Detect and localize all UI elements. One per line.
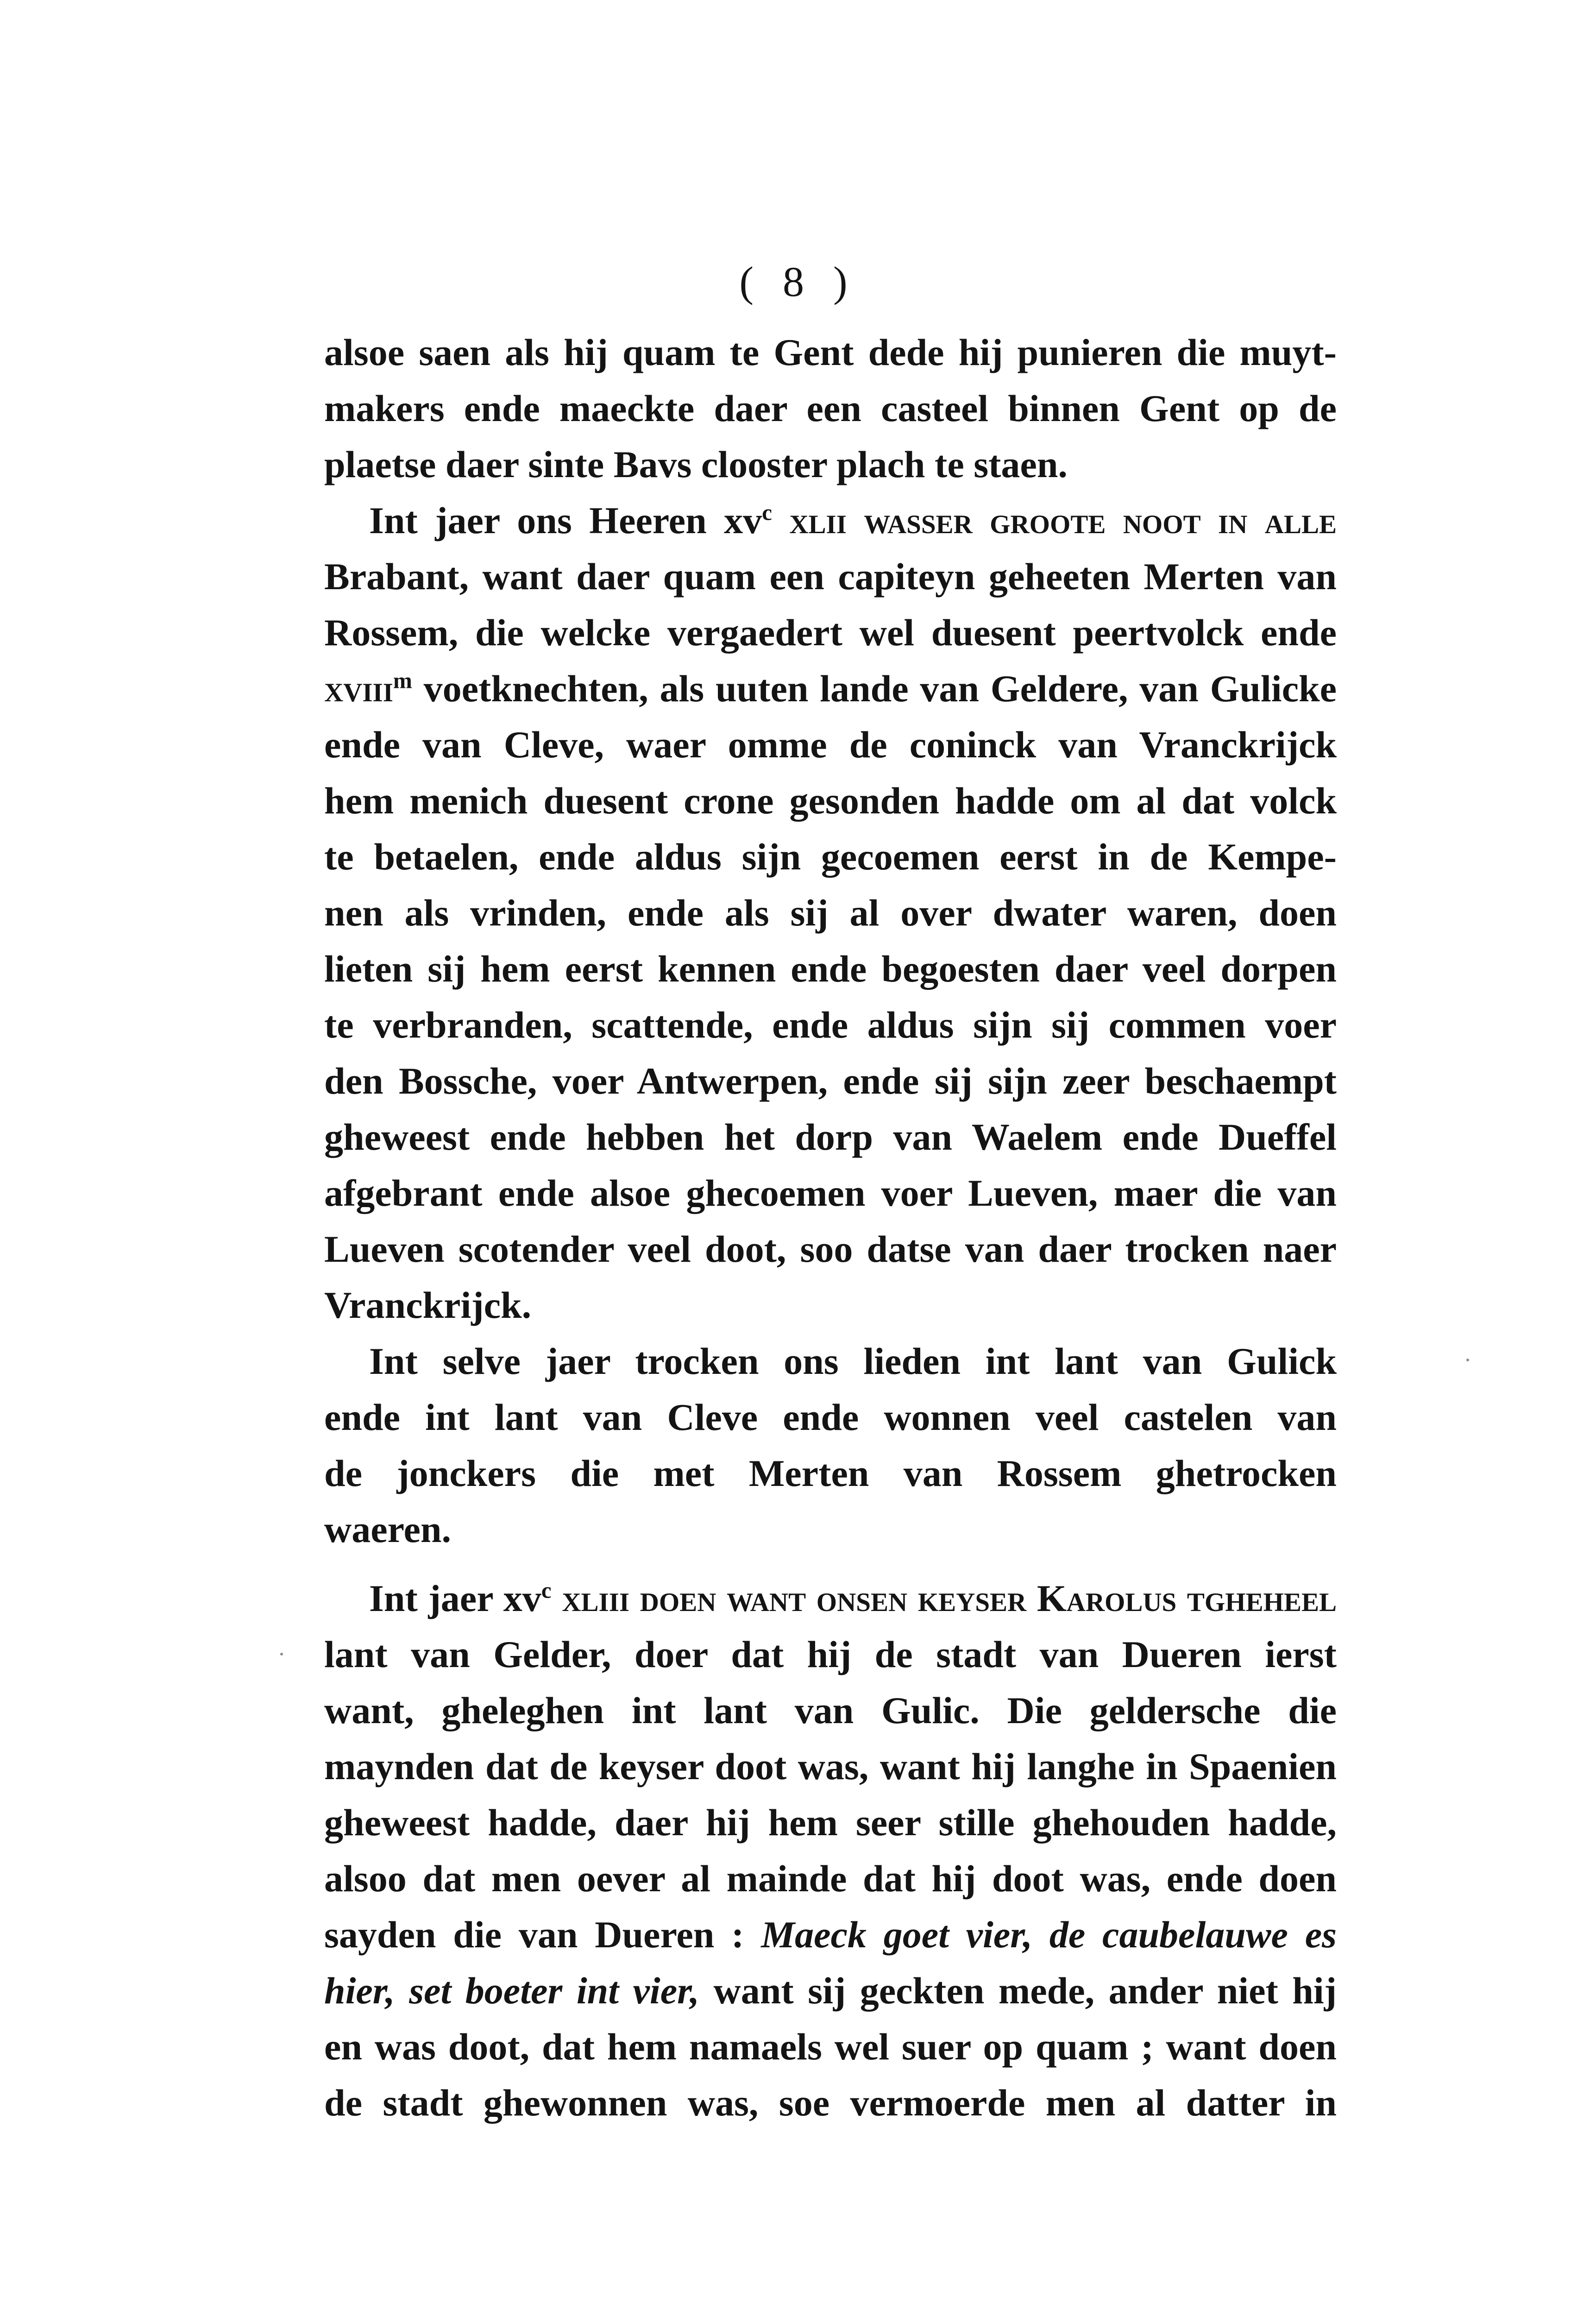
text-segment: want sij geckten mede, ander niet hij [699,1970,1337,2012]
text-line [324,717,1337,773]
text-segment: alsoo dat men oever al mainde dat hij doot was, ende doen [324,1857,1337,1900]
text-line [324,1794,1337,1850]
text-line [324,380,1337,436]
text-line [324,1738,1337,1794]
text-line [324,1850,1337,1907]
text-line [324,604,1337,661]
text-segment: de jonckers die met Merten van Rossem ghetrocken [324,1452,1337,1494]
text-segment: gheweest ende hebben het dorp van Waelem ende Dueffel [324,1116,1337,1158]
text-line [324,941,1337,997]
text-segment: afgebrant ende alsoe ghecoemen voer Lueven, maer die van [324,1172,1337,1214]
text-segment: lieten sij hem eerst kennen ende begoesten daer veel dorpen [324,948,1337,990]
text-segment: Brabant, want daer quam een capiteyn geheeten Merten van [324,555,1337,598]
text-line [324,1501,1337,1557]
superscript: m [393,667,412,693]
text-line [324,885,1337,941]
text-segment: Lueven scotender veel doot, soo datse van daer trocken naer [324,1228,1337,1270]
text-segment: voetknechten, als uuten lande van Geldere, van Gulicke [412,667,1337,710]
text-line [324,1165,1337,1221]
italic-quote: Maeck goet vier, de caubelauwe es [761,1913,1337,1956]
text-line [324,1053,1337,1109]
text-segment: alsoe saen als hij quam te Gent dede hij punieren die muyt- [324,331,1337,373]
stray-mark [280,1653,283,1655]
text-segment: en was doot, dat hem namaels wel suer op quam ; want doen [324,2026,1337,2068]
text-segment: lant van Gelder, doer dat hij de stadt van Dueren ierst [324,1633,1337,1675]
text-line [324,1277,1337,1333]
stray-mark [1466,1359,1469,1361]
text-segment: sayden die van Dueren : [324,1913,761,1956]
text-segment: waeren. [324,1508,452,1550]
text-line [324,1109,1337,1165]
text-line [324,1570,1337,1626]
text-segment: den Bossche, voer Antwerpen, ende sij sijn zeer beschaempt [324,1060,1337,1102]
italic-quote: hier, set boeter int vier, [324,1970,699,2012]
text-segment: te verbranden, scattende, ende aldus sijn sij commen voer [324,1004,1337,1046]
text-line [324,997,1337,1053]
text-segment: makers ende maeckte daer een casteel binnen Gent op de [324,387,1337,429]
text-segment: Vranckrijck. [324,1284,532,1326]
text-line [324,1963,1337,2019]
text-segment: Rossem, die welcke vergaedert wel duesent peertvolck ende [324,611,1337,654]
text-segment: de stadt ghewonnen was, soe vermoerde men al datter in [324,2082,1337,2124]
text-segment: nen als vrinden, ende als sij al over dwater waren, doen [324,892,1337,934]
text-segment: ende van Cleve, waer omme de coninck van Vranckrijck [324,724,1337,766]
superscript: c [762,499,772,525]
text-line [324,829,1337,885]
text-line [324,1389,1337,1445]
text-segment: te betaelen, ende aldus sijn gecoemen eerst in de Kempe- [324,836,1337,878]
body-text [324,324,1337,2131]
text-line [324,2019,1337,2075]
text-segment: Int jaer xv [369,1577,541,1619]
text-line [324,1333,1337,1389]
text-line [324,436,1337,492]
text-line [324,661,1337,717]
text-segment: want, gheleghen int lant van Gulic. Die geldersche die [324,1689,1337,1731]
text-line [324,1626,1337,1682]
text-segment: ende int lant van Cleve ende wonnen veel castelen van [324,1396,1337,1438]
text-line [324,1221,1337,1277]
text-segment: xlii wasser groote noot in alle [772,499,1337,541]
text-segment: hem menich duesent crone gesonden hadde om al dat volck [324,780,1337,822]
text-segment: plaetse daer sinte Bavs clooster plach te staen. [324,443,1068,485]
text-segment: Int jaer ons Heeren xv [369,499,762,541]
superscript: c [541,1577,552,1603]
text-line [324,324,1337,380]
text-line [324,1907,1337,1963]
text-line [324,492,1337,548]
text-segment: xliii doen want onsen keyser Karolus tgheheel [551,1577,1337,1619]
text-line [324,773,1337,829]
text-segment: gheweest hadde, daer hij hem seer stille ghehouden hadde, [324,1801,1337,1844]
text-line [324,2075,1337,2131]
text-line [324,1445,1337,1501]
text-segment: xviii [324,667,393,710]
text-line [324,548,1337,604]
page-number: ( 8 ) [739,258,857,305]
text-segment: maynden dat de keyser doot was, want hij langhe in Spaenien [324,1745,1337,1787]
text-line [324,1682,1337,1738]
text-segment: Int selve jaer trocken ons lieden int lant van Gulick [369,1340,1337,1382]
